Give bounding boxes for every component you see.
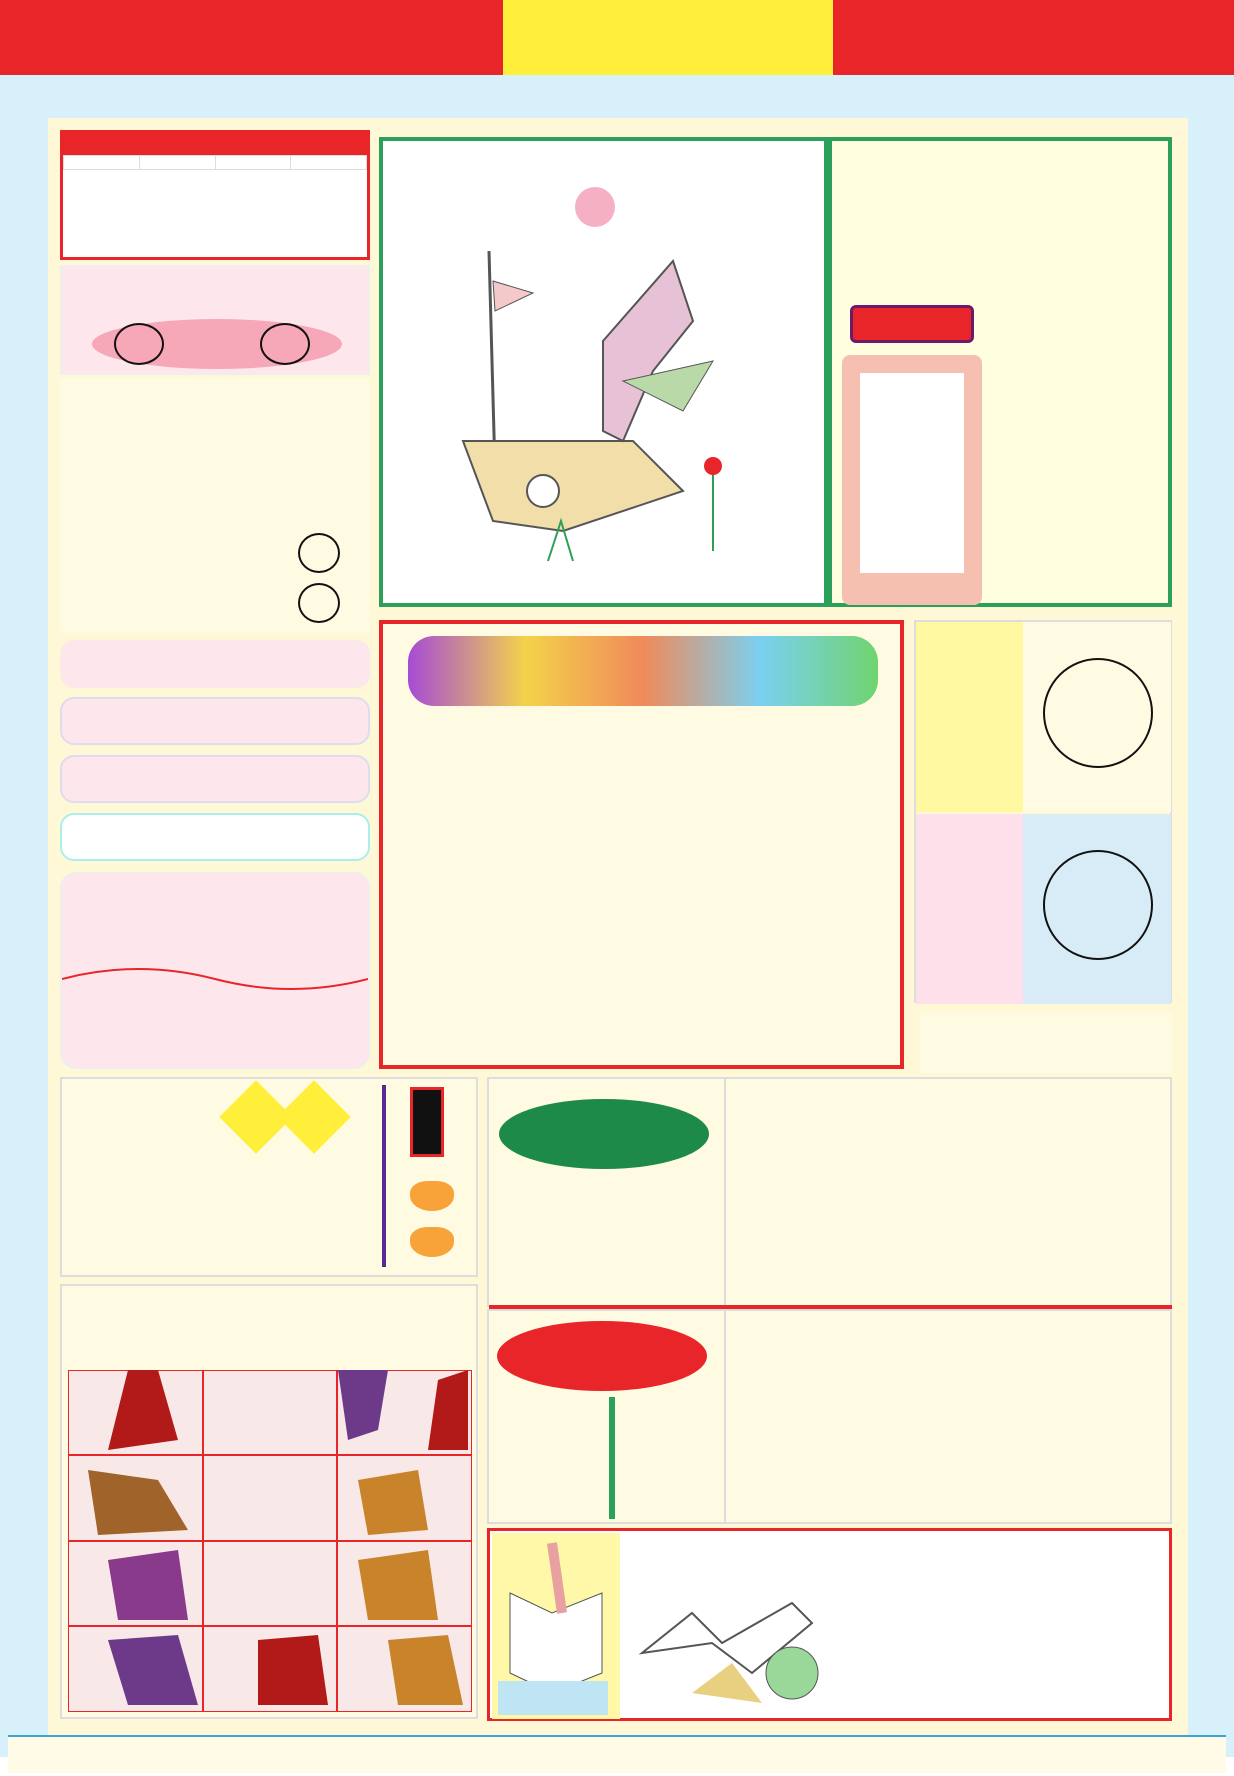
- table-header: [215, 156, 291, 170]
- puzzle-grid: [68, 1370, 472, 1712]
- scroll-paper: [860, 373, 964, 573]
- lucky-box: [60, 640, 370, 865]
- hot-number: [114, 323, 164, 365]
- xuanji-greeting-box: [60, 1077, 478, 1277]
- hot-cold-table: [60, 130, 370, 260]
- provide-number: [298, 533, 340, 573]
- analysis-title: [408, 636, 878, 706]
- year-open-label-cell: [916, 622, 1023, 812]
- left-logo-strip: [8, 115, 38, 1745]
- search-code-label: [850, 305, 974, 343]
- computer-analysis-box: [379, 620, 904, 1069]
- paper-title: [503, 0, 833, 75]
- zodiac-puzzle-box: [60, 1284, 478, 1719]
- butterfly-number: [410, 1181, 454, 1211]
- table-header: [139, 156, 215, 170]
- year-open-number-cell: [1023, 622, 1171, 812]
- divider: [382, 1085, 386, 1267]
- wave-line: [62, 964, 368, 994]
- right-logo-strip: [1194, 115, 1224, 1745]
- masthead: [0, 0, 1234, 75]
- table-header: [64, 156, 140, 170]
- table-header: [291, 156, 367, 170]
- lucky-range-row: [60, 813, 370, 861]
- tips-label: [410, 1087, 444, 1157]
- year-open-number: [1043, 658, 1153, 768]
- divider: [609, 1397, 615, 1519]
- year-open-label-cell: [916, 814, 1023, 1004]
- hint-picture: [379, 137, 828, 607]
- year-open-box: [914, 620, 1172, 1003]
- top-logo-strip: [20, 80, 1214, 112]
- year-open-number: [1043, 850, 1153, 960]
- special-code-box: [60, 378, 370, 633]
- lucky-zodiac-row: [60, 697, 370, 745]
- divider: [724, 1079, 726, 1307]
- buy-double-box: [920, 1013, 1172, 1073]
- picture-hint-box: [487, 1528, 1172, 1721]
- lucky-code-row: [60, 640, 370, 688]
- eagle-illustration: [383, 141, 824, 603]
- special-open-label: [497, 1321, 707, 1391]
- footer: [8, 1735, 1226, 1773]
- provide-number: [298, 583, 340, 623]
- divider: [724, 1311, 726, 1524]
- special-open-box: [487, 1309, 1172, 1524]
- total-sum-label: [499, 1099, 709, 1169]
- diamond-badge: [277, 1080, 351, 1154]
- table-title: [63, 133, 367, 155]
- contribution-box: [60, 872, 370, 1069]
- door-table: [63, 155, 367, 170]
- cold-number: [260, 323, 310, 365]
- butterfly-number: [410, 1227, 454, 1257]
- lucky-color-row: [60, 755, 370, 803]
- total-sum-box: [487, 1077, 1172, 1307]
- interpreter-label: [498, 1681, 608, 1715]
- year-open-number-cell: [1023, 814, 1171, 1004]
- liuhe-xuanji-panel: [828, 137, 1172, 607]
- hot-cold-box: [60, 265, 370, 375]
